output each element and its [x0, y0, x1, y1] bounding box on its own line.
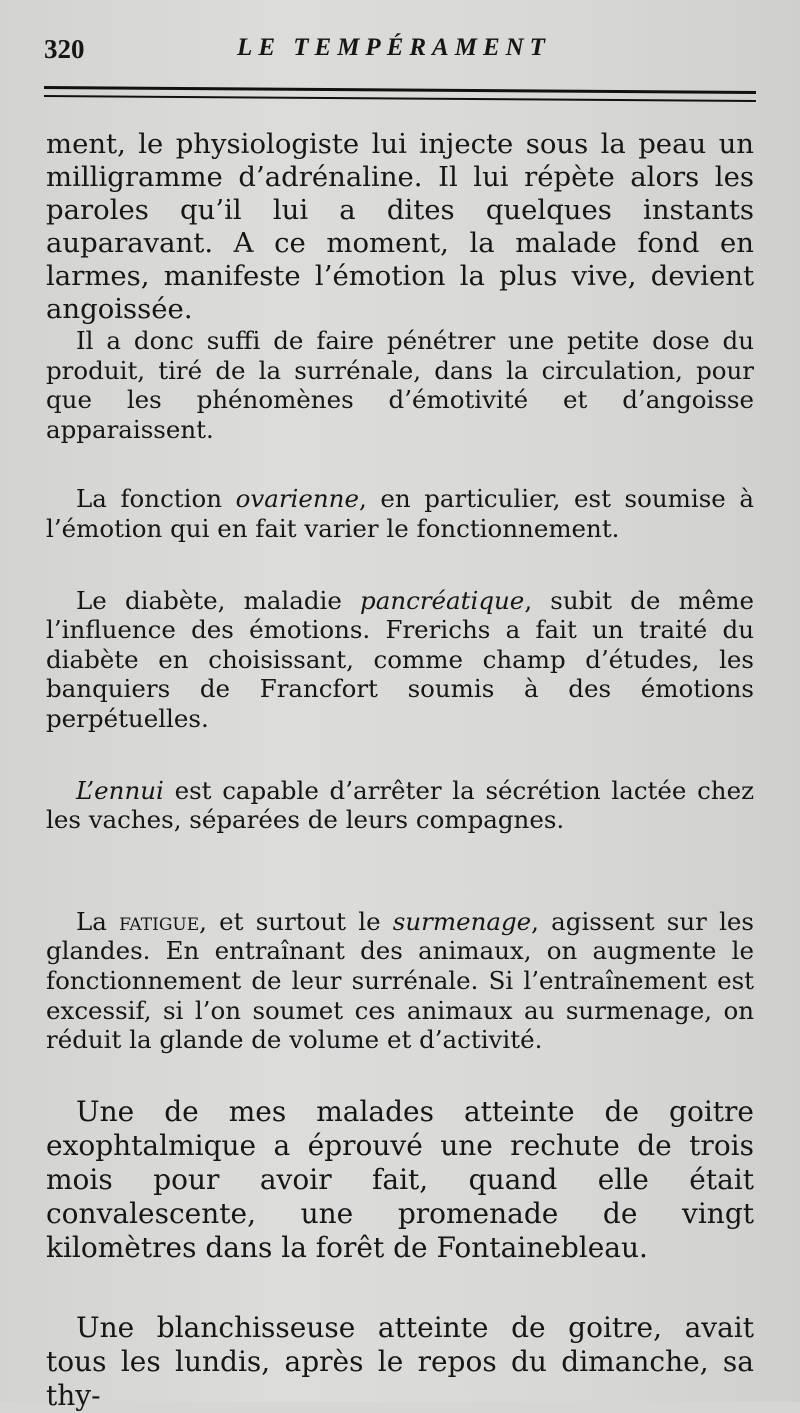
paragraph-7: Une de mes malades atteinte de goitre exophtalmique a éprouvé une rechute de trois mois pour avoir fait, quand elle était convalescente, une promenade de vingt kilomètres dans la forêt de Fontainebleau.	[46, 1094, 754, 1264]
paragraph-3	[46, 484, 754, 543]
paragraph-3-emphasis: ovarienne	[235, 484, 359, 514]
paragraph-2: Il a donc suffi de faire pénétrer une petite dose du produit, tiré de la surrénale, dans la circulation, pour que les phénomènes d’émotivité et d’angoisse apparaissent.	[46, 326, 754, 444]
page-header	[44, 30, 744, 70]
paragraph-5	[46, 776, 754, 835]
running-title: LE TEMPÉRAMENT	[237, 34, 551, 61]
paragraph-5-emphasis: L’ennui	[76, 775, 164, 805]
paragraph-6	[46, 907, 754, 1055]
paragraph-6-text-before: La	[76, 906, 120, 936]
paragraph-6-smallcaps: fatigue	[119, 906, 200, 936]
paragraph-6-emphasis: surmenage	[392, 906, 532, 936]
paragraph-8: Une blanchisseuse atteinte de goitre, avait tous les lundis, après le repos du dimanche, sa thy-	[46, 1310, 754, 1412]
paragraph-4-text-before: Le diabète, maladie	[76, 585, 361, 615]
paragraph-3-text-after: , en particulier, est soumise à l’émotion qui en fait varier le fonctionnement.	[46, 484, 755, 543]
paragraph-3-text-before: La fonction	[76, 484, 236, 514]
paragraph-6-text-middle: , et surtout le	[199, 906, 393, 936]
page-number: 320	[44, 34, 85, 64]
body-text	[46, 128, 754, 1413]
paragraph-4-text-after: , subit de même l’influence des émotions. Frerichs a fait un traité du diabète en choisissant, comme champ d’études, les banquiers de Francfort soumis à des émotions perpétuelles.	[46, 585, 754, 733]
paragraph-6-text-after: , agissent sur les glandes. En entraînant des animaux, on augmente le fonctionnement de leur surrénale. Si l’entraînement est excessif, si l’on soumet ces animaux au surmenage, on réduit la glande de volume et d’activité.	[46, 906, 754, 1055]
header-rule	[44, 86, 756, 102]
paragraph-5-text-after: est capable d’arrêter la sécrétion lactée chez les vaches, séparées de leurs compagnes.	[46, 775, 754, 835]
paragraph-4-emphasis: pancréatique	[360, 585, 525, 615]
paragraph-4	[46, 586, 754, 734]
paragraph-1: ment, le physiologiste lui injecte sous la peau un milligramme d’adrénaline. Il lui répète alors les paroles qu’il lui a dites quelques instants auparavant. A ce moment, la malade fond en larmes, manifeste l’émotion la plus vive, devient angoissée.	[46, 128, 754, 325]
